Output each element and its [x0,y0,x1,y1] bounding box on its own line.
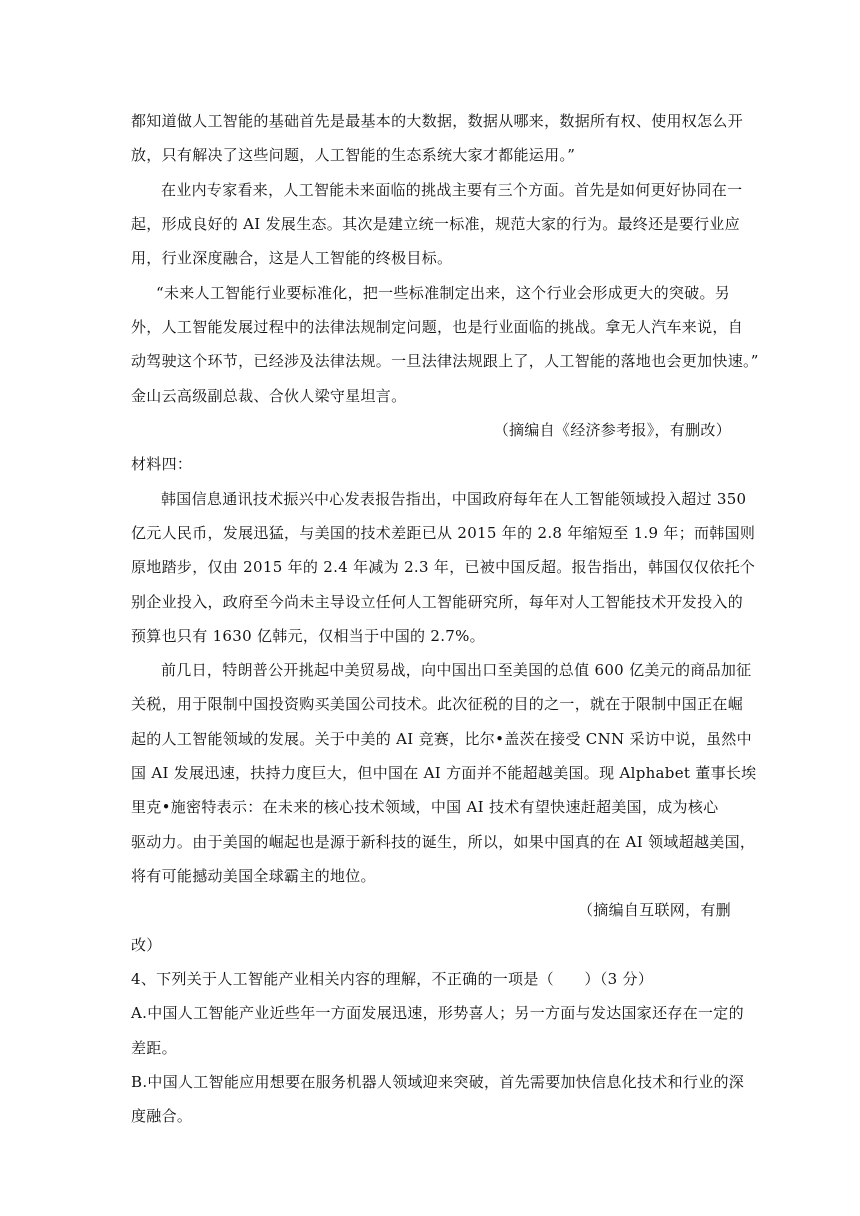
text-line: 起的人工智能领域的发展。关于中美的 AI 竞赛，比尔•盖茨在接受 CNN 采访中说，虽然中 [131,730,752,748]
text-line: 国 AI 发展迅速，扶持力度巨大，但中国在 AI 方面并不能超越美国。现 Alphabet 董事长埃 [131,764,757,782]
source-citation: （摘编自互联网，有删 [577,901,731,919]
text-line: 在业内专家看来，人工智能未来面临的挑战主要有三个方面。首先是如何更好协同在一 [161,181,743,199]
text-line: “未来人工智能行业要标准化，把一些标准制定出来，这个行业会形成更大的突破。另 [156,284,731,302]
text-line: 前几日，特朗普公开挑起中美贸易战，向中国出口至美国的总值 600 亿美元的商品加征 [161,661,752,679]
text-line: 动驾驶这个环节，已经涉及法律法规。一旦法律法规跟上了，人工智能的落地也会更加快速。” [131,352,759,370]
option-a-continued: 差距。 [131,1039,177,1057]
text-line: 原地踏步，仅由 2015 年的 2.4 年减为 2.3 年，已被中国反超。报告指出，韩国仅仅依托个 [131,558,756,576]
question-stem: 4、下列关于人工智能产业相关内容的理解，不正确的一项是（ ）（3 分） [131,970,654,988]
text-line: 将有可能撼动美国全球霸主的地位。 [131,867,376,885]
text-line: 用，行业深度融合，这是人工智能的终极目标。 [131,249,453,267]
text-line: 都知道做人工智能的基础首先是最基本的大数据，数据从哪来，数据所有权、使用权怎么开 [131,112,744,130]
text-line: 别企业投入，政府至今尚未主导设立任何人工智能研究所，每年对人工智能技术开发投入的 [131,593,744,611]
text-line: 外，人工智能发展过程中的法律法规制定问题，也是行业面临的挑战。拿无人汽车来说，自 [131,318,744,336]
text-line: 改） [131,936,162,954]
text-line: 放，只有解决了这些问题，人工智能的生态系统大家才都能运用。” [131,146,576,164]
text-line: 驱动力。由于美国的崛起也是源于新科技的诞生，所以，如果中国真的在 AI 领域超越美国， [131,833,756,851]
text-line: 预算也只有 1630 亿韩元，仅相当于中国的 2.7%。 [131,627,485,645]
text-line: 亿元人民币，发展迅猛，与美国的技术差距已从 2015 年的 2.8 年缩短至 1.9 年；而韩国则 [131,524,756,542]
text-line: 关税，用于限制中国投资购买美国公司技术。此次征税的目的之一，就在于限制中国正在崛 [131,695,744,713]
option-b-continued: 度融合。 [131,1107,193,1125]
text-line: 里克•施密特表示：在未来的核心技术领域，中国 AI 技术有望快速赶超美国，成为核心 [131,798,719,816]
option-a: A.中国人工智能产业近些年一方面发展迅速，形势喜人；另一方面与发达国家还存在一定的 [131,1004,744,1022]
text-line: 起，形成良好的 AI 发展生态。其次是建立统一标准，规范大家的行为。最终还是要行业应 [131,215,740,233]
section-heading: 材料四： [131,455,193,473]
option-b: B.中国人工智能应用想要在服务机器人领域迎来突破，首先需要加快信息化技术和行业的深 [131,1073,745,1091]
source-citation: （摘编自《经济参考报》，有删改） [493,421,731,439]
text-line: 韩国信息通讯技术振兴中心发表报告指出，中国政府每年在人工智能领域投入超过 350 [161,490,747,508]
text-line: 金山云高级副总裁、合伙人梁守星坦言。 [131,387,407,405]
